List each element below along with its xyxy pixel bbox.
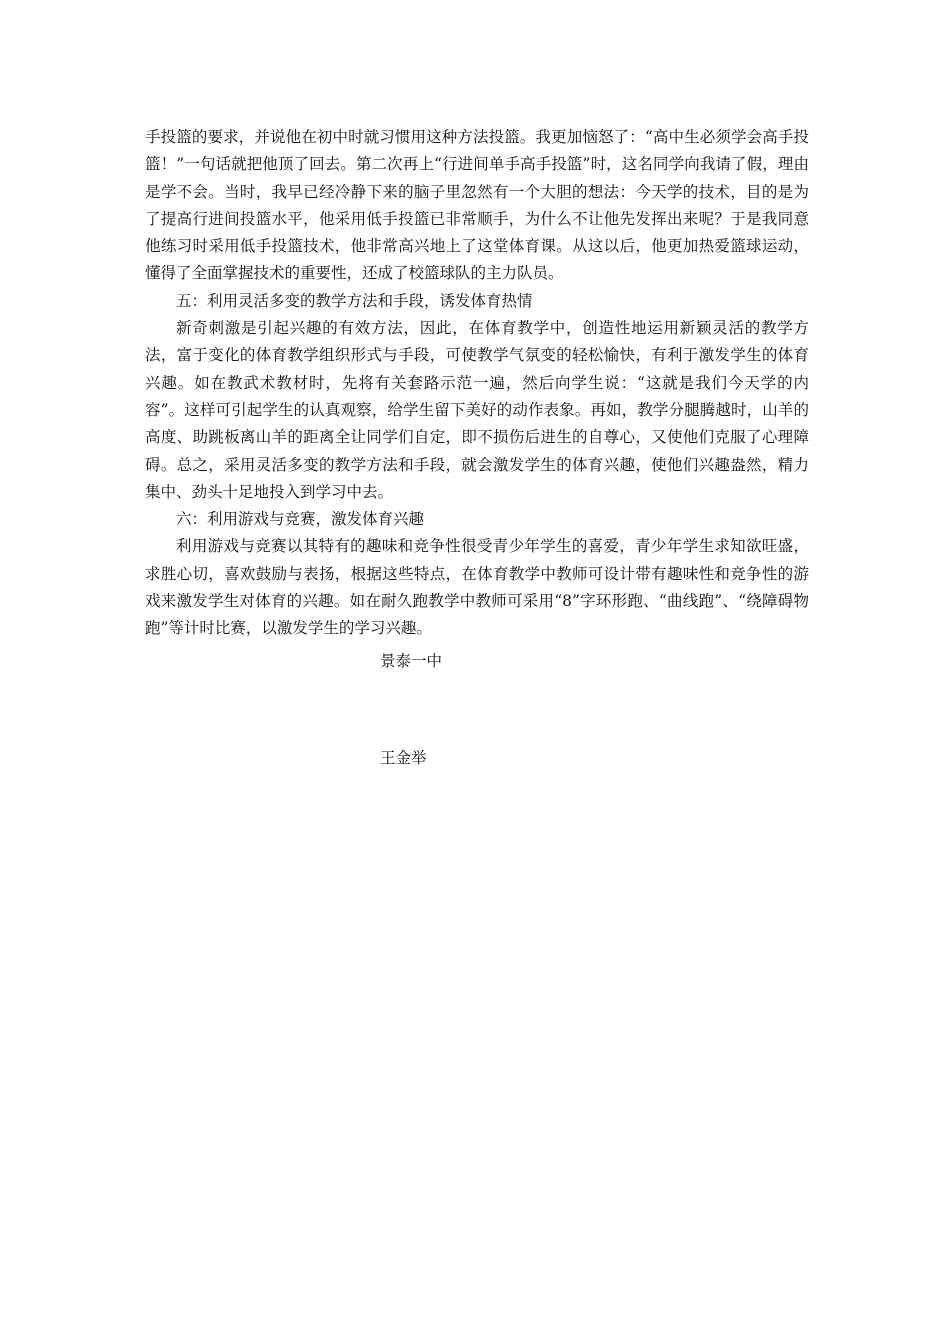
section-heading-five: 五：利用灵活多变的教学方法和手段，诱发体育热情 <box>176 291 533 310</box>
section-heading-six: 六：利用游戏与竞赛，激发体育兴趣 <box>176 510 425 529</box>
paragraph-teaching-methods: 新奇刺激是引起兴趣的有效方法，因此，在体育教学中，创造性地运用新颖灵活的教学方法，富于变化的体育教学组织形式与手段，可使教学气氛变的轻松愉快，有利于激发学生的体育兴趣。如在教武术教材时，先将有关套路示范一遍，然后向学生说：“这就是我们今天学的内容”。这样可引起学生的认真观察，给学生留下美好的动作表象。再如，教学分腿腾越时，山羊的高度、助跳板离山羊的距离全让同学们自定，即不损伤后进生的自尊心，又使他们克服了心理障碍。总之，采用灵活多变的教学方法和手段，就会激发学生的体育兴趣，使他们兴趣盎然，精力集中、劲头十足地投入到学习中去。 <box>145 319 809 501</box>
signature-school: 景泰一中 <box>380 652 443 670</box>
paragraph-basketball-story: 手投篮的要求，并说他在初中时就习惯用这种方法投篮。我更加恼怒了：“高中生必须学会高手投篮！”一句话就把他顶了回去。第二次再上“行进间单手高手投篮”时，这名同学向我请了假，理由是学不会。当时，我早已经冷静下来的脑子里忽然有一个大胆的想法：今天学的技术，目的是为了提高行进间投篮水平，他采用低手投篮已非常顺手，为什么不让他先发挥出来呢？于是我同意他练习时采用低手投篮技术，他非常高兴地上了这堂体育课。从这以后，他更加热爱篮球运动，懂得了全面掌握技术的重要性，还成了校篮球队的主力队员。 <box>145 128 809 283</box>
signature-author: 王金举 <box>380 749 427 767</box>
article-body <box>145 124 809 643</box>
paragraph-games-competition: 利用游戏与竞赛以其特有的趣味和竞争性很受青少年学生的喜爱，青少年学生求知欲旺盛，求胜心切，喜欢鼓励与表扬，根据这些特点，在体育教学中教师可设计带有趣味性和竞争性的游戏来激发学生对体育的兴趣。如在耐久跑教学中教师可采用“8”字环形跑、“曲线跑”、“绕障碍物跑”等计时比赛，以激发学生的学习兴趣。 <box>145 537 809 638</box>
